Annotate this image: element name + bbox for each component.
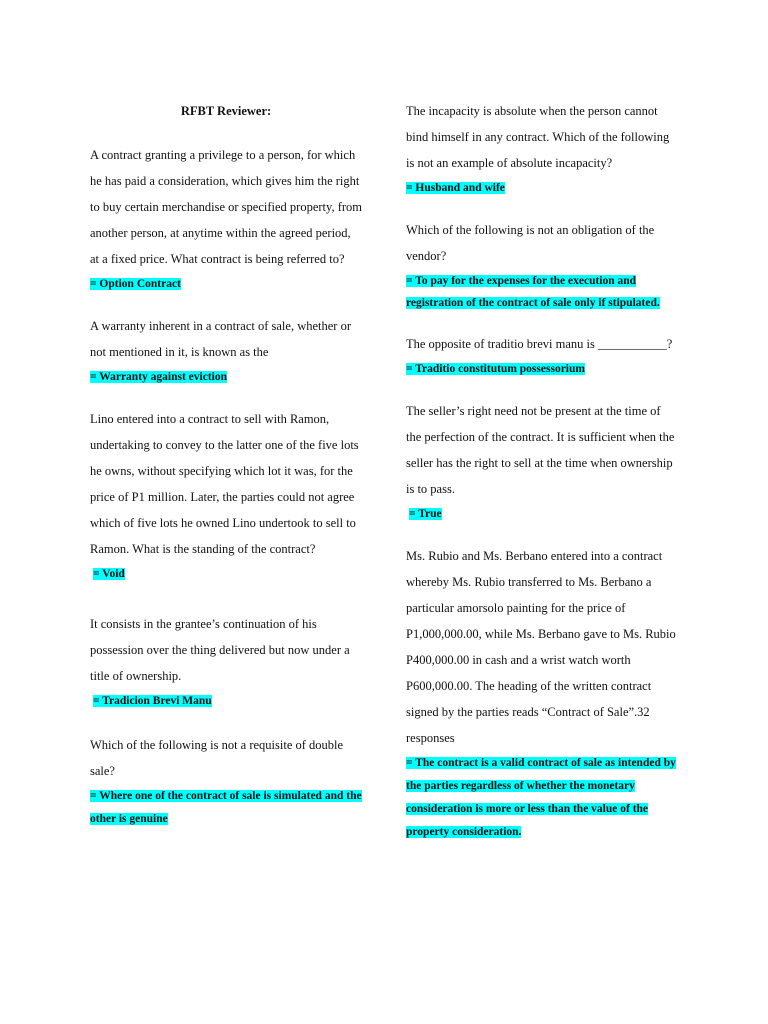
qa-block-2 (90, 313, 362, 388)
answer-highlight: = Husband and wife (406, 182, 505, 194)
question-text: Which of the following is not a requisite of double sale? (90, 738, 344, 778)
question-text: Which of the following is not an obligation of the vendor? (406, 223, 655, 263)
qa-block-1 (90, 142, 362, 295)
answer-highlight: = Traditio constitutum possessorium (406, 363, 585, 375)
qa-block-5 (90, 732, 362, 830)
answer-highlight: = Tradicion Brevi Manu (93, 695, 212, 707)
answer-highlight: = To pay for the expenses for the execution and registration of the contract of sale only if stipulated. (406, 275, 660, 309)
qa-block-4 (90, 611, 362, 712)
question-text: Lino entered into a contract to sell with Ramon, undertaking to convey to the latter one of the five lots he owns, without specifying which lot it was, for the price of P1 million. Later, the parties could not agree which of five lots he owned Lino undertook to sell to Ramon. What is the standing of the contract? (90, 412, 359, 556)
question-text: The seller’s right need not be present at the time of the perfection of the contract. It is sufficient when the seller has the right to sell at the time when ownership is to pass. (406, 404, 675, 496)
answer-highlight: = The contract is a valid contract of sale as intended by the parties regardless of whether the monetary consideration is more or less than the value of the property consideration. (406, 757, 676, 838)
question-text: Ms. Rubio and Ms. Berbano entered into a contract whereby Ms. Rubio transferred to Ms. Berbano a particular amorsolo painting for the price of P1,000,000.00, while Ms. Berbano gave to Ms. Rubio P400,000.00 in cash and a wrist watch worth P600,000.00. The heading of the written contract signed by the parties reads “Contract of Sale”.32 responses (406, 549, 676, 745)
qa-block-6 (406, 98, 678, 199)
qa-block-7 (406, 217, 678, 313)
answer-highlight: = Void (93, 568, 125, 580)
answer-highlight: = Where one of the contract of sale is simulated and the other is genuine (90, 790, 362, 825)
question-text: It consists in the grantee’s continuation of his possession over the thing delivered but now under a title of ownership. (90, 617, 350, 683)
question-text: The incapacity is absolute when the person cannot bind himself in any contract. Which of the following is not an example of absolute incapacity? (406, 104, 670, 170)
qa-block-3 (90, 406, 362, 585)
answer-highlight: = True (409, 508, 442, 520)
right-column (406, 98, 678, 861)
left-column (90, 98, 362, 848)
answer-highlight: = Warranty against eviction (90, 371, 227, 383)
qa-block-10 (406, 543, 678, 843)
question-text: A warranty inherent in a contract of sale, whether or not mentioned in it, is known as the (90, 319, 352, 359)
answer-highlight: = Option Contract (90, 278, 181, 290)
question-text: A contract granting a privilege to a person, for which he has paid a consideration, which gives him the right to buy certain merchandise or specified property, from another person, at anytime within the agreed period, at a fixed price. What contract is being referred to? (90, 148, 363, 266)
qa-block-9 (406, 398, 678, 525)
page-title: RFBT Reviewer: (180, 104, 272, 118)
question-text: The opposite of traditio brevi manu is ___________? (406, 337, 673, 351)
qa-block-8 (406, 331, 678, 380)
